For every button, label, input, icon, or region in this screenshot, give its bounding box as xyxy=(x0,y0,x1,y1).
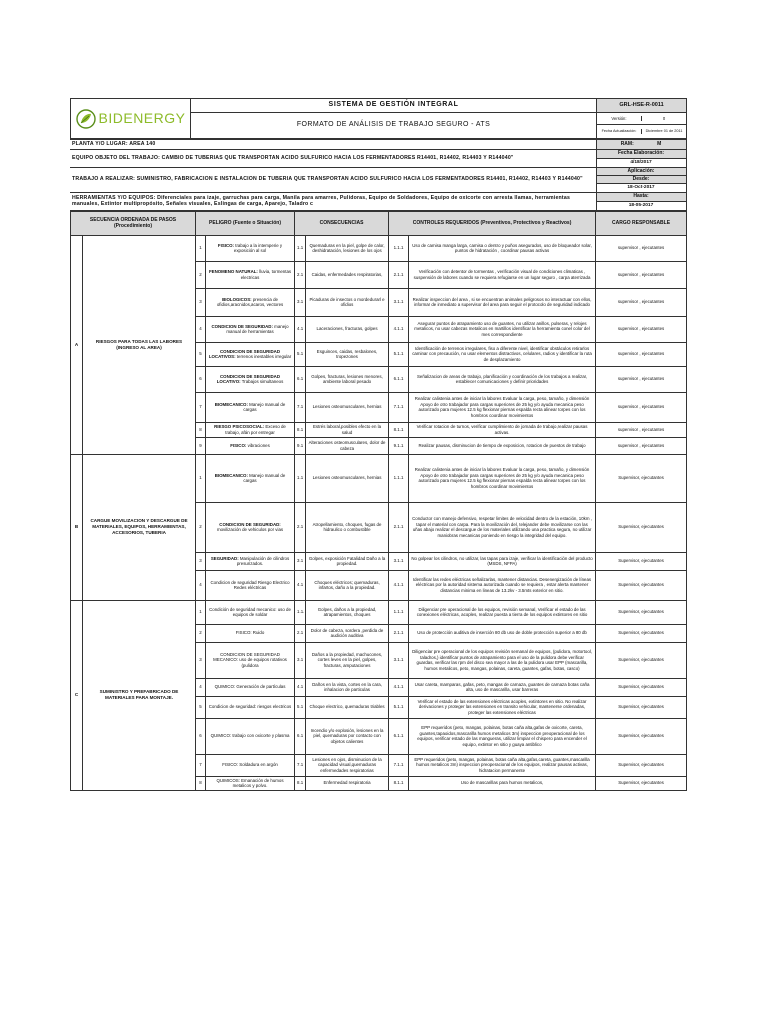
control-number: 5.1.1 xyxy=(389,696,409,718)
responsible-text: supervisor , ejecutantes xyxy=(596,366,687,392)
responsible-text: Supervisor, ejecutantes xyxy=(596,642,687,678)
consequence-text: Atropellamiento, choques, fugas de hidraulico o combustible xyxy=(306,502,389,552)
peligro-type: SEGURIDAD: xyxy=(210,555,239,561)
update-cell xyxy=(597,125,687,139)
control-number: 5.1.1 xyxy=(389,342,409,366)
step-number: 9 xyxy=(196,437,206,454)
consequence-number: 1.1. xyxy=(295,600,306,624)
peligro-cell xyxy=(206,642,295,678)
control-text: Asegurar puntos de atrapamiento uso de guantes, no utilizar anillos, pulseras, y relojes metalicos, no usar cabezas metalicos en martillos identificar la herramienta conel color del mes correspondiente xyxy=(409,316,596,342)
control-number: 2.1.1 xyxy=(389,624,409,642)
ram-cell xyxy=(596,140,686,150)
peligro-description: Manejo manual de cargas xyxy=(243,472,286,483)
responsible-text: Supervisor, ejecutantes xyxy=(596,570,687,600)
ram-label: RAM: xyxy=(620,141,634,148)
control-text: Conductor con manejo defensivo, respetar limites de velocidad dentro de la estación, 10km , tapar el material con carpa. Para la movilización del, telejander debe movilizarse con las uñas abajo realizar el descargue de los materiales utilizando una practica segura, no utilizar maniobras mecanicas poniendo en riesgo la integridad del equipo. xyxy=(409,502,596,552)
consequence-number: 6.1 xyxy=(295,366,306,392)
control-text: Señalizacion de areas de trabajo, planificación y coordinación de los trabajos a realizar, establecer comunicaciones y definir prioridades xyxy=(409,366,596,392)
step-number: 7 xyxy=(196,754,206,776)
peligro-type: FISICO: xyxy=(217,242,235,248)
peligro-cell xyxy=(206,600,295,624)
desde-label: Desde: xyxy=(596,175,686,183)
elaboracion-date: 4/18/2017 xyxy=(596,158,686,167)
control-number: 6.1.1 xyxy=(389,718,409,754)
table-row xyxy=(71,454,687,502)
risk-analysis-table xyxy=(70,211,687,791)
consequence-number: 7.1 xyxy=(295,392,306,422)
peligro-cell xyxy=(206,422,295,437)
consequence-number: 3.1 xyxy=(295,642,306,678)
peligro-cell xyxy=(206,552,295,570)
consequence-text: Caidas, enfermedades respiratorias, xyxy=(306,261,389,288)
control-text: EPP requeridos (peto, mangas, polainas, botas caña alta,gafas de oxicorte, careta, guantes,tapaoidos,mascarilla humos metalicos 3m) inspeccion preoperacional de los equipos, verificar estado de las mangueras, utilizar limpiar el chispero para encender el equipo, extintor en sitio y guaya antiblico xyxy=(409,718,596,754)
control-number: 4.1.1 xyxy=(389,678,409,696)
table-row xyxy=(71,600,687,624)
trabajo-field: TRABAJO A REALIZAR: SUMINISTRO, FABRICACION E INSTALACION DE TUBERIA QUE TRANSPORTAN ACIDO SULFURICO HACIA LOS FERMENTADORES R14401, R14402, R14403 Y R144040" xyxy=(70,167,596,192)
peligro-cell xyxy=(206,696,295,718)
control-number: 3.1.1 xyxy=(389,288,409,316)
consequence-text: Laceraciones, fracturas, golpes xyxy=(306,316,389,342)
step-number: 1 xyxy=(196,600,206,624)
peligro-description: Condición de seguridad mecanico: uso de equipos de soldar xyxy=(209,606,291,617)
peligro-cell xyxy=(206,570,295,600)
peligro-cell xyxy=(206,502,295,552)
peligro-cell xyxy=(206,261,295,288)
step-number: 2 xyxy=(196,261,206,288)
peligro-type: CONDICION DE SEGURIDAD LOCATIVO: xyxy=(216,373,281,384)
responsible-text: Supervisor, ejecutantes xyxy=(596,624,687,642)
consequence-text: Daños a la propiedad, machucones, cortes leves en la piel, golpes, fracturas, amputaciones xyxy=(306,642,389,678)
consequence-number: 2.1 xyxy=(295,502,306,552)
consequence-number: 3.1 xyxy=(295,552,306,570)
step-number: 8 xyxy=(196,776,206,790)
consequence-text: Dolor de cabeza, sordera ,perdida de audición auditiva xyxy=(306,624,389,642)
leaf-logo-icon xyxy=(76,109,96,129)
consequence-number: 4.1 xyxy=(295,570,306,600)
consequence-number: 1.1 xyxy=(295,454,306,502)
peligro-type: FISICO: xyxy=(230,442,247,448)
update-value: Diciembre 01 de 2011 xyxy=(641,129,686,134)
step-number: 4 xyxy=(196,316,206,342)
consequence-number: 4.1 xyxy=(295,316,306,342)
consequence-number: 8.1 xyxy=(295,776,306,790)
control-number: 3.1.1 xyxy=(389,552,409,570)
responsible-text: supervisor , ejecutantes xyxy=(596,437,687,454)
control-text: Identificación de terrenos irregulares, fiso a diferente nivel, identificar obstáculos retirarlos caminar con precaución, no usar elementos distractivos, celulares, radios y identificar la ruta de desplazamiento xyxy=(409,342,596,366)
peligro-description: trabajo a la intemperie y exposición al sol xyxy=(233,242,283,253)
control-number: 1.1.1 xyxy=(389,600,409,624)
consequence-text: Lesiones en ojos, disminucion de la capacidad visual,quemaduras enfermedades respiratorias xyxy=(306,754,389,776)
peligro-cell xyxy=(206,776,295,790)
consequence-text: Estrés laboral,posibles efecto en la salud xyxy=(306,422,389,437)
consequence-number: 4.1 xyxy=(295,678,306,696)
section-letter: C xyxy=(71,600,83,790)
control-number: 8.1.1 xyxy=(389,776,409,790)
system-title: SISTEMA DE GESTIÓN INTEGRAL xyxy=(191,99,597,113)
responsible-text: supervisor , ejecutantes xyxy=(596,392,687,422)
responsible-text: supervisor , ejecutantes xyxy=(596,342,687,366)
control-number: 4.1.1 xyxy=(389,570,409,600)
peligro-description: vibraciones xyxy=(246,442,270,448)
info-table xyxy=(70,139,687,211)
col-cargo: CARGO RESPONSABLE xyxy=(596,211,687,235)
consequence-text: Golpes, exposición Fatalidad Daño a la propiedad. xyxy=(306,552,389,570)
form-code: GRL-HSE-R-0011 xyxy=(597,99,687,113)
peligro-type: BIOMECANICO: xyxy=(214,472,248,478)
consequence-text: Incendio y/o explosión, lesiones en la piel, quemaduras por contacto con objetos calientes xyxy=(306,718,389,754)
section-title: SUMINISTRO Y PREFABRICADO DE MATERIALES PARA MONTAJE. xyxy=(83,600,196,790)
hasta-date: 18-05-2017 xyxy=(596,201,686,210)
control-text: Verificación con detentor de tormentas , verificación visual de condiciones climaticas , suspensión de labores cuando se requiera refugiarse en un lugar seguro , carpa aterrizada xyxy=(409,261,596,288)
consequence-text: Choques eléctricos; quemaduras, infartos, daño a la propiedad. xyxy=(306,570,389,600)
step-number: 7 xyxy=(196,392,206,422)
step-number: 3 xyxy=(196,642,206,678)
step-number: 5 xyxy=(196,696,206,718)
control-number: 7.1.1 xyxy=(389,754,409,776)
section-letter: B xyxy=(71,454,83,600)
consequence-text: Daños en la vista, cortes en la cara, inhalacion de particulas xyxy=(306,678,389,696)
responsible-text: Supervisor, ejecutantes xyxy=(596,600,687,624)
responsible-text: Supervisor, ejecutantes xyxy=(596,552,687,570)
control-text: Verificar el estado de las extensiones eléctricas acoples, extintores en sitio. No realizar derivaciones y proteger las extensiones en transito vehicular, mantenerse ordenadas, proteger las extensiones eléctricas xyxy=(409,696,596,718)
control-text: Uso de camisa manga larga, camisa o dentro y puños asegurados, uso de bloqueador solar, puntos de hidratación , coordinar pausas activas xyxy=(409,235,596,261)
peligro-description: Manipulación de cilindros presurizados. xyxy=(236,555,290,566)
peligro-cell xyxy=(206,316,295,342)
peligro-cell xyxy=(206,754,295,776)
control-text: Identificar las redes eléctricas señalizarlas, mantener distancias. Desenergización de líneas eléctricas por la autoridad sistema autorizada cuando se requiera , estar alerta mantener distancias minima en lineas de 13.2kv - 3.5mts exterior en sitio. xyxy=(409,570,596,600)
table-row xyxy=(71,235,687,261)
control-number: 1.1.1 xyxy=(389,235,409,261)
peligro-description: Manejo manual de cargas xyxy=(243,401,286,412)
step-number: 8 xyxy=(196,422,206,437)
step-number: 2 xyxy=(196,624,206,642)
peligro-cell xyxy=(206,235,295,261)
control-number: 8.1.1 xyxy=(389,422,409,437)
peligro-description: movilización de vehiculos por vias xyxy=(216,527,284,532)
peligro-description: QUIMICO: trabajo con oxicorte y plasma xyxy=(210,733,290,739)
version-value: 0 xyxy=(641,116,686,121)
control-text: Realizar calistenia antes de iniciar la labores Evaluar la carga, peso, tamaño, y dimensión Apoyo de otro trabajador para cargas superiores de 25 kg y/o ayuda mecanica peso autorizado para mujeres 12.5 kg flexionar piernas espalda recta alinear torpes con los hombros coordinar movimientos xyxy=(409,454,596,502)
control-text: No golpear los cilindros, no utilizar, las tapas para izaje, verificar la identificación del producto (MSDS, NFPA) xyxy=(409,552,596,570)
version-cell xyxy=(597,113,687,125)
control-text: Verificar rotacion de turnos, verificar cumplimiento de jornada de trabajo,realizar pausas activas. xyxy=(409,422,596,437)
peligro-description: Exceso de trabajo, afán por entregar xyxy=(225,424,286,435)
consequence-text: Alteraciones osteomusculares, dolor de cabeza xyxy=(306,437,389,454)
consequence-number: 2.1 xyxy=(295,624,306,642)
control-text: Diligenciar pre operacional de los equipos revisión semanal de equipos, (pulidora, motortool, taladros,) identificar puntos de atrapamiento para el uso de la pulidora debe verificar guardas, verificar las rpm del disco sea mayor a las de la pulidora usar EPP (mascarilla, humos metalicos, peto, mangas, polainas, careta, guantes, gafas, botas, casco) xyxy=(409,642,596,678)
responsible-text: supervisor , ejecutantes xyxy=(596,422,687,437)
hasta-label: Hasta: xyxy=(596,192,686,201)
control-text: Realizar calistenia antes de iniciar la labores Evaluar la carga, peso, tamaño, y dimensión Apoyo de otro trabajador para cargas superiores de 25 kg y/o ayuda mecanica peso autorizado para mujeres 12.5 kg flexionar piernas espalda recta alinear torpes con los hombros coordinar movimientos xyxy=(409,392,596,422)
update-label: Fecha Actualización: xyxy=(601,129,637,134)
control-text: Uso de protección auditiva de inserción 80 db uso de doble protección superior a 80 db xyxy=(409,624,596,642)
step-number: 2 xyxy=(196,502,206,552)
consequence-text: Lesiones osteomusculares, hernias xyxy=(306,454,389,502)
peligro-description: Condicion de seguridad Riesgo Electrico Redes eléctricas xyxy=(210,579,290,590)
peligro-cell xyxy=(206,288,295,316)
control-number: 2.1.1 xyxy=(389,502,409,552)
control-number: 7.1.1 xyxy=(389,392,409,422)
peligro-description: Trabajos simultaneos xyxy=(240,379,284,384)
consequence-text: Choque electrico, quemaduras triables xyxy=(306,696,389,718)
peligro-type: CONDICION DE SEGURIDAD: xyxy=(219,521,281,527)
responsible-text: Supervisor, ejecutantes xyxy=(596,454,687,502)
consequence-number: 3.1 xyxy=(295,288,306,316)
section-letter: A xyxy=(71,235,83,454)
peligro-cell xyxy=(206,437,295,454)
control-number: 4.1.1 xyxy=(389,316,409,342)
step-number: 1 xyxy=(196,235,206,261)
peligro-description: QUIMICO: Generación de partículas xyxy=(214,684,286,690)
herramientas-field: HERRAMIENTAS Y/O EQUIPOS: Diferenciales para izaje, garruchas para carga, Manila para amarres, Pulidoras, Equipo de Soldadores, Equipo de oxicorte con arresta llamas, herramientas manuales, Extintor multipropósito, Señales visuales, Eslingas de carga, Aparejo, Taladro c xyxy=(70,192,596,210)
responsible-text: supervisor , ejecutantes xyxy=(596,316,687,342)
consequence-text: Enfermedad respiratoria xyxy=(306,776,389,790)
col-secuencia: SECUENCIA ORDENADA DE PASOS (Procedimiento) xyxy=(71,211,196,235)
responsible-text: Supervisor, ejecutantes xyxy=(596,776,687,790)
step-number: 3 xyxy=(196,288,206,316)
peligro-cell xyxy=(206,624,295,642)
step-number: 3 xyxy=(196,552,206,570)
responsible-text: Supervisor, ejecutantes xyxy=(596,678,687,696)
col-peligro: PELIGRO (Fuente o Situación) xyxy=(196,211,295,235)
consequence-number: 7.1 xyxy=(295,754,306,776)
control-number: 9.1.1 xyxy=(389,437,409,454)
desde-date: 18-Oct-2017 xyxy=(596,183,686,192)
step-number: 6 xyxy=(196,366,206,392)
control-text: Realizar inspeccion del area , si se encuentran animales peligrosos no interactuar con ellos, informar de inmediato a supervisor del area para seguir el protocolo de seguridad indicado xyxy=(409,288,596,316)
responsible-text: supervisor , ejecutantes xyxy=(596,235,687,261)
peligro-cell xyxy=(206,454,295,502)
peligro-cell xyxy=(206,718,295,754)
peligro-cell xyxy=(206,678,295,696)
control-text: Realizar pausas, disminucion de tiempo de exposicion, rotacion de puestos de trabajo xyxy=(409,437,596,454)
consequence-text: Picaduras de insectos o mordedurarl e ofidios xyxy=(306,288,389,316)
responsible-text: Supervisor, ejecutantes xyxy=(596,754,687,776)
ram-value: M xyxy=(657,141,662,148)
section-title: CARGUE MOVILIZACION Y DESCARGUE DE MATERIALES, EQUIPOS, HERRAMIENTAS, ACCESORIOS, TUBERIA xyxy=(83,454,196,600)
peligro-type: FENOMENO NATURAL: xyxy=(208,269,258,274)
consequence-text: Golpes, fracturas, lesiones menores, ambiente laboral pesado xyxy=(306,366,389,392)
control-text: Usar careta, mamparas, gafas, peto, mangas de carnaza, guantes de carnaza botas caña alta, uso de mascarilla, usar barreras xyxy=(409,678,596,696)
planta-field: PLANTA Y/O LUGAR: AREA 140 xyxy=(70,140,596,150)
peligro-description: terrenos inestables irregular xyxy=(235,354,292,359)
step-number: 5 xyxy=(196,342,206,366)
company-logo xyxy=(73,109,188,129)
peligro-description: FISICO: Soldadura en argón xyxy=(222,762,278,768)
control-number: 1.1.1 xyxy=(389,454,409,502)
consequence-number: 2.1 xyxy=(295,261,306,288)
peligro-cell xyxy=(206,342,295,366)
peligro-cell xyxy=(206,366,295,392)
consequence-text: Golpes, daños a la propiedad, atrapamientos, choques xyxy=(306,600,389,624)
peligro-description: Condicion de seguridad: riesgos electricos xyxy=(208,704,292,710)
consequence-number: 1.1 xyxy=(295,235,306,261)
control-number: 2.1.1 xyxy=(389,261,409,288)
consequence-text: Esguinces, caidas, resbalones, tropezones xyxy=(306,342,389,366)
peligro-type: CONDICION DE SEGURIDAD LOCATIVOS: xyxy=(208,348,281,359)
peligro-type: RIESGO PSICOSOCIAL: xyxy=(214,424,265,429)
responsible-text: Supervisor, ejecutantes xyxy=(596,718,687,754)
step-number: 4 xyxy=(196,570,206,600)
aplicacion-label: Aplicación: xyxy=(596,167,686,175)
peligro-description: CONDICION DE SEGURIDAD MECANICO: uso de equipos rotativos (pulidora xyxy=(213,651,287,668)
control-text: EPP requeridos (peto, mangas, polainas, botas caña alta,gafas,careta, guantes,mascarilla humos metalicos 3m) inspeccion preoperacional de los equipos, realizar pausas activas, hidratacion permanente xyxy=(409,754,596,776)
logo-wordmark: BIDENERGY xyxy=(98,109,186,126)
control-text: Diligenciar pre operacional de los equipos, revisión semanal, Verificar el estado de las conexiones eléctricas, acoples, realizar puesta a tierra de los equipos extintores en sitio xyxy=(409,600,596,624)
peligro-cell xyxy=(206,392,295,422)
peligro-type: BIOMECANICO: xyxy=(214,401,248,407)
col-consecuencias: CONSECUENCIAS xyxy=(295,211,389,235)
responsible-text: supervisor , ejecutantes xyxy=(596,288,687,316)
control-number: 6.1.1 xyxy=(389,366,409,392)
equipo-field: EQUIPO OBJETO DEL TRABAJO: CAMBIO DE TUBERIAS QUE TRANSPORTAN ACIDO SULFURICO HACIA LOS FERMENTADORES R14401, R14402, R14403 Y R144040" xyxy=(70,149,596,167)
col-controles: CONTROLES REQUERIDOS (Preventivos, Protectivos y Reactivos) xyxy=(389,211,596,235)
control-number: 3.1.1 xyxy=(389,642,409,678)
responsible-text: Supervisor, ejecutantes xyxy=(596,696,687,718)
step-number: 6 xyxy=(196,718,206,754)
control-text: Uso de mascarillas para humos metalicos, xyxy=(409,776,596,790)
step-number: 1 xyxy=(196,454,206,502)
consequence-number: 5.1 xyxy=(295,342,306,366)
peligro-type: CONDICION DE SEGURIDAD: xyxy=(211,323,273,329)
consequence-text: Quemaduras en la piel, golpe de calor, deshidratación, lesiones de los ojos xyxy=(306,235,389,261)
consequence-number: 6.1 xyxy=(295,718,306,754)
ats-form-sheet xyxy=(70,98,686,791)
peligro-description: lluvia, tormentas electricas xyxy=(240,269,292,280)
form-title: FORMATO DE ANÁLISIS DE TRABAJO SEGURO - ATS xyxy=(191,113,597,139)
peligro-description: QUIMICOS: Emanación de humos metalicos y polvo. xyxy=(216,777,284,788)
logo-cell xyxy=(71,99,191,139)
consequence-number: 9.1 xyxy=(295,437,306,454)
version-label: Versión: xyxy=(611,115,627,121)
elaboracion-label: Fecha Elaboración: xyxy=(596,149,686,158)
consequence-number: 8.1 xyxy=(295,422,306,437)
responsible-text: Supervisor, ejecutantes xyxy=(596,502,687,552)
step-number: 4 xyxy=(196,678,206,696)
consequence-text: Lesiones osteomusculares, hernias xyxy=(306,392,389,422)
peligro-description: FISICO: Ruido xyxy=(235,630,265,636)
peligro-type: BIOLOGICOS: xyxy=(222,296,252,302)
section-title: RIESGOS PARA TODAS LAS LABORES (INGRESO AL AREA) xyxy=(83,235,196,454)
peligro-description: presencia de ofidios,aracnidos,acaros, vectores xyxy=(216,296,284,307)
header-table xyxy=(70,98,687,139)
consequence-number: 5.1 xyxy=(295,696,306,718)
peligro-description: manejo manual de herramientas xyxy=(226,323,289,334)
responsible-text: supervisor , ejecutantes xyxy=(596,261,687,288)
